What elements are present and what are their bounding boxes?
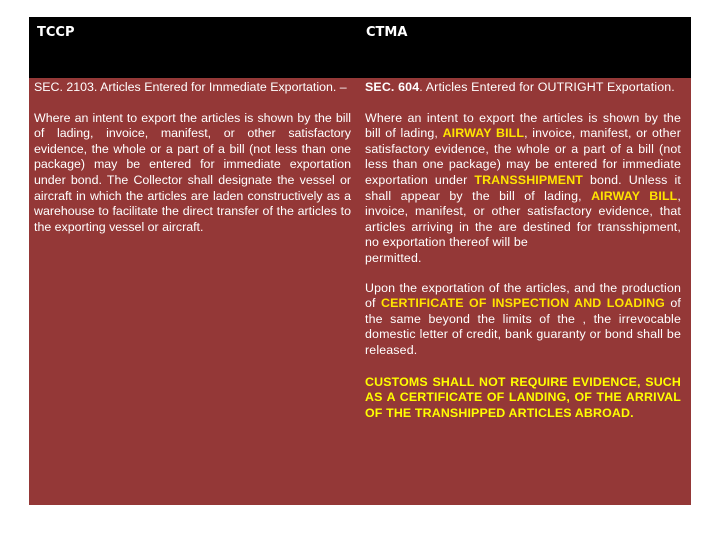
- ctma-section-number: SEC. 604: [365, 80, 420, 94]
- tccp-section-body: Where an intent to export the articles is shown by the bill of lading, invoice, manifest, or other satisfactory evidence, the whole or a part of a bill (not less than one package) may be entered for immediate exportation under bond. The Collector shall designate the vessel or aircraft in which the articles are laden constructively as a warehouse to facilitate the direct transfer of the articles to the exporting vessel or aircraft.: [34, 110, 351, 234]
- ctma-p1-text-d: , invoice, manifest, or other satisfactory evidence, that articles arriving in the are destined for transshipment, no exportation thereof will be: [365, 188, 681, 250]
- ctma-p2-text-a: Upon the exportation of the articles, and the production of: [365, 280, 681, 311]
- ctma-paragraph-1: [365, 111, 681, 251]
- ctma-p1-highlight-airway-bill-2: AIRWAY BILL: [591, 188, 678, 203]
- ctma-p2-text-b: of the same beyond the limits of the , the irrevocable domestic letter of credit, bank guaranty or bond shall be released.: [365, 296, 682, 357]
- table-header: [29, 17, 691, 78]
- header-ctma: CTMA: [366, 25, 408, 40]
- tccp-section-title: SEC. 2103. Articles Entered for Immediate Exportation. –: [34, 80, 347, 94]
- ctma-paragraph-2: [365, 281, 681, 359]
- ctma-paragraph-3: CUSTOMS SHALL NOT REQUIRE EVIDENCE, SUCH AS A CERTIFICATE OF LANDING, OF THE ARRIVAL OF THE TRANSHIPPED ARTICLES ABROAD.: [365, 374, 681, 420]
- ctma-column: [365, 80, 681, 421]
- ctma-p1-text-a: Where an intent to export the articles is shown by the bill of lading,: [365, 110, 681, 141]
- header-tccp: TCCP: [37, 25, 75, 40]
- ctma-p2-highlight-certificate: CERTIFICATE OF INSPECTION AND LOADING: [381, 296, 665, 311]
- ctma-p1-highlight-transshipment: TRANSSHIPMENT: [474, 172, 584, 187]
- ctma-section-title-text: . Articles Entered for OUTRIGHT Exportation.: [419, 80, 675, 94]
- ctma-p1-text-c: bond. Unless it shall appear by the bill of lading,: [365, 172, 681, 203]
- ctma-p1-text-b: , invoice, manifest, or other satisfactory evidence, the whole or a part of a bill (not less than one package) may be entered for immediate exportation under: [365, 126, 681, 187]
- ctma-paragraph-1-end: permitted.: [365, 250, 422, 265]
- comparison-table: [29, 17, 691, 505]
- ctma-section-title: [365, 80, 681, 96]
- tccp-column: [34, 80, 351, 235]
- ctma-p1-highlight-airway-bill-1: AIRWAY BILL: [442, 126, 525, 141]
